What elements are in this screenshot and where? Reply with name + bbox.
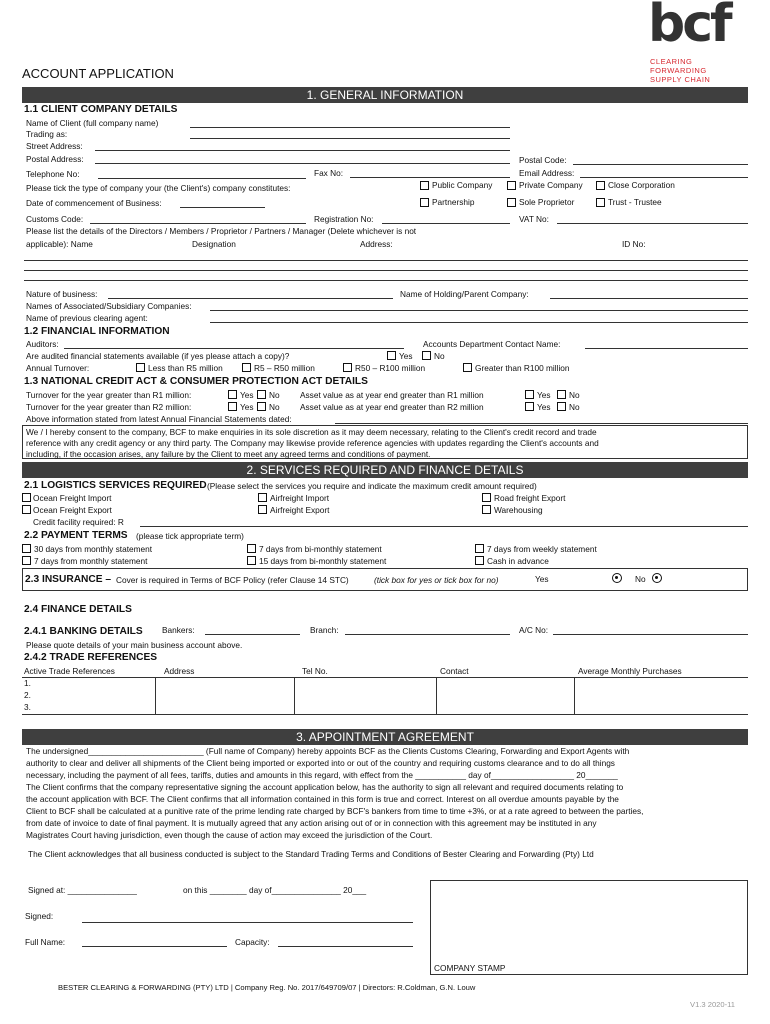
label-customs-code: Customs Code: [26, 214, 84, 224]
label-asset-r2-yes: Yes [537, 402, 551, 412]
consent-line-1: We / I hereby consent to the company, BCF to make enquiries in its sole discretion as it may deem necessary, relating to the Client's credit record and trade [26, 427, 597, 437]
label-branch: Branch: [310, 625, 339, 635]
field-nature-business[interactable] [108, 298, 393, 299]
label-pay-15-bimonthly: 15 days from bi-monthly statement [259, 556, 387, 566]
checkbox-pay-7-monthly[interactable] [22, 556, 31, 565]
checkbox-air-import[interactable] [258, 493, 267, 502]
checkbox-turnover-3[interactable] [343, 363, 352, 372]
field-postal[interactable] [95, 163, 510, 164]
field-street[interactable] [95, 150, 510, 151]
directors-col-name: applicable): Name [26, 239, 93, 249]
label-turnover-4: Greater than R100 million [475, 363, 570, 373]
label-client-name: Name of Client (full company name) [26, 118, 159, 128]
insurance-italic-note: (tick box for yes or tick box for no) [374, 575, 499, 585]
label-turnover-r1-no: No [269, 390, 280, 400]
heading-2-4-1: 2.4.1 BANKING DETAILS [24, 626, 143, 637]
field-vat[interactable] [557, 223, 748, 224]
directors-col-designation: Designation [192, 239, 236, 249]
label-close-corporation: Close Corporation [608, 180, 675, 190]
checkbox-pay-cash[interactable] [475, 556, 484, 565]
field-postal-code[interactable] [573, 164, 748, 165]
checkbox-sole-proprietor[interactable] [507, 198, 516, 207]
logo-wordmark: bcf [648, 0, 730, 54]
agreement-line-8: Magistrates Court having jurisdiction, even though the cause of action may exceed the jurisdiction of the Court. [26, 830, 433, 840]
col-tel: Tel No. [302, 666, 328, 676]
label-street: Street Address: [26, 141, 83, 151]
checkbox-asset-r1-no[interactable] [557, 390, 566, 399]
acknowledgement: The Client acknowledges that all business conducted is subject to the Standard Trading Terms and Conditions of Bester Clearing and Forwarding (Pty) Ltd [28, 849, 594, 859]
agreement-line-4: The Client confirms that the company representative signing the account application below, has the authority to sign all relevant and required documents relating to [26, 782, 624, 792]
directors-row-2[interactable] [24, 270, 748, 271]
field-capacity[interactable] [278, 946, 413, 947]
label-postal: Postal Address: [26, 154, 84, 164]
label-asset-r1-yes: Yes [537, 390, 551, 400]
label-air-export: Airfreight Export [270, 505, 330, 515]
label-fax: Fax No: [314, 168, 344, 178]
heading-2-4: 2.4 FINANCE DETAILS [24, 604, 132, 615]
label-turnover-r2-yes: Yes [240, 402, 254, 412]
field-client-name[interactable] [190, 127, 510, 128]
field-fax[interactable] [350, 177, 510, 178]
checkbox-turnover-2[interactable] [242, 363, 251, 372]
checkbox-turnover-1[interactable] [136, 363, 145, 372]
label-asset-r1-no: No [569, 390, 580, 400]
heading-2-2: 2.2 PAYMENT TERMS [24, 530, 128, 541]
checkbox-pay-30-monthly[interactable] [22, 544, 31, 553]
checkbox-public-company[interactable] [420, 181, 429, 190]
label-previous-agent: Name of previous clearing agent: [26, 313, 148, 323]
directors-col-address: Address: [360, 239, 393, 249]
label-nature-business: Nature of business: [26, 289, 98, 299]
checkbox-asset-r2-no[interactable] [557, 402, 566, 411]
checkbox-audited-no[interactable] [422, 351, 431, 360]
label-trust: Trust - Trustee [608, 197, 662, 207]
label-pay-7-bimonthly: 7 days from bi-monthly statement [259, 544, 382, 554]
checkbox-ocean-export[interactable] [22, 505, 31, 514]
agreement-line-1: The undersigned_________________________ (Full name of Company) hereby appoints BCF as the Clients Customs Clearing, Forwarding and Export Agents with [26, 746, 630, 756]
label-turnover-r2: Turnover for the year greater than R2 million: [26, 402, 192, 412]
label-road-export: Road freight Export [494, 493, 566, 503]
label-full-name: Full Name: [25, 937, 66, 947]
col-contact: Contact [440, 666, 469, 676]
label-sole-proprietor: Sole Proprietor [519, 197, 575, 207]
label-turnover-r1-yes: Yes [240, 390, 254, 400]
field-previous-agent[interactable] [210, 322, 748, 323]
label-private-company: Private Company [519, 180, 583, 190]
banking-note: Please quote details of your main business account above. [26, 640, 243, 650]
checkbox-asset-r2-yes[interactable] [525, 402, 534, 411]
checkbox-asset-r1-yes[interactable] [525, 390, 534, 399]
consent-line-2: reference with any credit agency or any third party. The Company may likewise provide reference agencies with updates regarding the Client's accounts and [26, 438, 599, 448]
label-turnover-3: R50 – R100 million [355, 363, 426, 373]
label-holding-company: Name of Holding/Parent Company: [400, 289, 529, 299]
label-pay-30-monthly: 30 days from monthly statement [34, 544, 153, 554]
heading-2-2-note: (please tick appropriate term) [136, 531, 244, 541]
version: V1.3 2020-11 [690, 1000, 736, 1009]
label-postal-code: Postal Code: [519, 155, 567, 165]
label-afs-dated: Above information stated from latest Annual Financial Statements dated: [26, 414, 292, 424]
heading-2-4-2: 2.4.2 TRADE REFERENCES [24, 652, 158, 663]
checkbox-turnover-r2-no[interactable] [257, 402, 266, 411]
checkbox-pay-7-bimonthly[interactable] [247, 544, 256, 553]
label-insurance-yes: Yes [535, 574, 549, 584]
consent-line-3: including, if the occasion arises, any failure by the Client to meet any agreed terms and conditions of payment. [26, 449, 431, 459]
field-bankers[interactable] [205, 634, 300, 635]
consent-box [22, 425, 748, 459]
section-1-header: 1. GENERAL INFORMATION [22, 87, 748, 103]
label-turnover-r1: Turnover for the year greater than R1 million: [26, 390, 192, 400]
field-signature[interactable] [82, 922, 413, 923]
label-vat: VAT No: [519, 214, 549, 224]
field-date-commencement[interactable] [180, 207, 265, 208]
trade-references-table [22, 665, 748, 715]
label-auditors: Auditors: [26, 339, 59, 349]
checkbox-pay-15-bimonthly[interactable] [247, 556, 256, 565]
heading-1-1: 1.1 CLIENT COMPANY DETAILS [24, 104, 178, 115]
field-credit-facility[interactable] [140, 526, 748, 527]
logo-tagline-2: FORWARDING [650, 66, 707, 75]
label-warehousing: Warehousing [494, 505, 543, 515]
field-email[interactable] [580, 177, 748, 178]
heading-1-3: 1.3 NATIONAL CREDIT ACT & CONSUMER PROTECTION ACT DETAILS [24, 376, 368, 387]
col-address: Address [164, 666, 195, 676]
checkbox-pay-7-weekly[interactable] [475, 544, 484, 553]
section-2-header: 2. SERVICES REQUIRED AND FINANCE DETAILS [22, 462, 748, 478]
field-accounts-contact[interactable] [585, 348, 748, 349]
label-signed-at: Signed at: _______________ [28, 885, 137, 895]
field-associated[interactable] [210, 310, 748, 311]
label-turnover-r2-no: No [269, 402, 280, 412]
label-ocean-import: Ocean Freight Import [33, 493, 112, 503]
checkbox-audited-yes[interactable] [387, 351, 396, 360]
label-capacity: Capacity: [235, 937, 270, 947]
label-asset-r2: Asset value as at year end greater than R2 million [300, 402, 484, 412]
checkbox-turnover-r1-yes[interactable] [228, 390, 237, 399]
radio-insurance-yes[interactable] [612, 573, 622, 583]
field-acno[interactable] [553, 634, 748, 635]
label-asset-r2-no: No [569, 402, 580, 412]
agreement-line-3: necessary, including the payment of all fees, tariffs, duties and amounts in this regard, with effect from the ___________ day of__________________ 20_______ [26, 770, 618, 780]
footer: BESTER CLEARING & FORWARDING (PTY) LTD | Company Reg. No. 2017/649709/07 | Directors: R.Coldman, G.N. Louw [58, 983, 476, 992]
heading-1-2: 1.2 FINANCIAL INFORMATION [24, 326, 170, 337]
label-company-type: Please tick the type of company your (the Client's) company constitutes: [26, 183, 291, 193]
table-row[interactable]: 3. [24, 702, 31, 712]
checkbox-ocean-import[interactable] [22, 493, 31, 502]
checkbox-trust[interactable] [596, 198, 605, 207]
label-asset-r1: Asset value as at year end greater than R1 million [300, 390, 484, 400]
radio-insurance-no[interactable] [652, 573, 662, 583]
checkbox-air-export[interactable] [258, 505, 267, 514]
checkbox-warehousing[interactable] [482, 505, 491, 514]
checkbox-partnership[interactable] [420, 198, 429, 207]
agreement-line-7: from date of invoice to date of final payment. It is mutually agreed that any action arising out of or in connection with this agreement may be instituted in any [26, 818, 597, 828]
heading-2-1-note: (Please select the services you require and indicate the maximum credit amount required) [207, 481, 537, 491]
directors-instructions: Please list the details of the Directors / Members / Proprietor / Partners / Manager (Delete whichever is not [26, 226, 417, 236]
field-telephone[interactable] [98, 178, 306, 179]
field-branch[interactable] [345, 634, 510, 635]
directors-col-id: ID No: [622, 239, 646, 249]
label-audited-no: No [434, 351, 445, 361]
label-accounts-contact: Accounts Department Contact Name: [423, 339, 561, 349]
logo-tagline-3: SUPPLY CHAIN [650, 75, 711, 84]
checkbox-private-company[interactable] [507, 181, 516, 190]
field-trading-as[interactable] [190, 138, 510, 139]
label-air-import: Airfreight Import [270, 493, 330, 503]
label-public-company: Public Company [432, 180, 493, 190]
label-acno: A/C No: [519, 625, 549, 635]
field-auditors[interactable] [64, 348, 404, 349]
agreement-line-5: the account application with BCF. The Client confirms that all information contained in this form is true and correct. Interest on all overdue amounts payable by the [26, 794, 619, 804]
checkbox-turnover-r2-yes[interactable] [228, 402, 237, 411]
checkbox-road-export[interactable] [482, 493, 491, 502]
label-turnover-1: Less than R5 million [148, 363, 223, 373]
label-partnership: Partnership [432, 197, 475, 207]
page-title: ACCOUNT APPLICATION [22, 66, 174, 81]
label-turnover-2: R5 – R50 million [254, 363, 315, 373]
label-credit-facility: Credit facility required: R [33, 517, 124, 527]
heading-2-1: 2.1 LOGISTICS SERVICES REQUIRED [24, 480, 207, 491]
checkbox-close-corporation[interactable] [596, 181, 605, 190]
company-stamp-label: COMPANY STAMP [434, 963, 506, 973]
table-row[interactable]: 1. [24, 678, 31, 688]
col-active-references: Active Trade References [24, 666, 115, 676]
label-turnover: Annual Turnover: [26, 363, 90, 373]
label-ocean-export: Ocean Freight Export [33, 505, 112, 515]
field-afs-dated[interactable] [335, 423, 748, 424]
section-3-header: 3. APPOINTMENT AGREEMENT [22, 729, 748, 745]
label-signed: Signed: [25, 911, 54, 921]
logo-tagline-1: CLEARING [650, 57, 693, 66]
insurance-note: Cover is required in Terms of BCF Policy (refer Clause 14 STC) [116, 575, 349, 585]
label-audited-yes: Yes [399, 351, 413, 361]
label-trading-as: Trading as: [26, 129, 68, 139]
label-audited: Are audited financial statements available (if yes please attach a copy)? [26, 351, 290, 361]
agreement-line-2: authority to clear and deliver all shipments of the Client being imported or exported into or out of the country and requiring customs clearance and to do all things [26, 758, 615, 768]
checkbox-turnover-r1-no[interactable] [257, 390, 266, 399]
col-avg-purchases: Average Monthly Purchases [578, 666, 682, 676]
label-pay-cash: Cash in advance [487, 556, 549, 566]
directors-row-3[interactable] [24, 280, 748, 281]
label-email: Email Address: [519, 168, 575, 178]
bcf-logo [648, 0, 753, 90]
label-pay-7-weekly: 7 days from weekly statement [487, 544, 597, 554]
table-row[interactable]: 2. [24, 690, 31, 700]
field-registration[interactable] [382, 223, 510, 224]
label-date-commencement: Date of commencement of Business: [26, 198, 162, 208]
label-registration: Registration No: [314, 214, 374, 224]
label-associated: Names of Associated/Subsidiary Companies: [26, 301, 192, 311]
label-telephone: Telephone No: [26, 169, 80, 179]
label-insurance-no: No [635, 574, 646, 584]
field-holding-company[interactable] [550, 298, 748, 299]
checkbox-turnover-4[interactable] [463, 363, 472, 372]
label-bankers: Bankers: [162, 625, 195, 635]
field-customs-code[interactable] [90, 223, 306, 224]
company-stamp-box[interactable] [430, 880, 748, 975]
agreement-line-6: Client to BCF shall be calculated at a punitive rate of the prime lending rate charged by BCF's bankers from time to time +3%, or at a rate agreed to between the parties, [26, 806, 644, 816]
directors-row-1[interactable] [24, 260, 748, 261]
label-on-this: on this ________ day of_______________ 20___ [183, 885, 367, 895]
label-pay-7-monthly: 7 days from monthly statement [34, 556, 148, 566]
heading-2-3: 2.3 INSURANCE – [25, 574, 112, 585]
field-full-name[interactable] [82, 946, 227, 947]
